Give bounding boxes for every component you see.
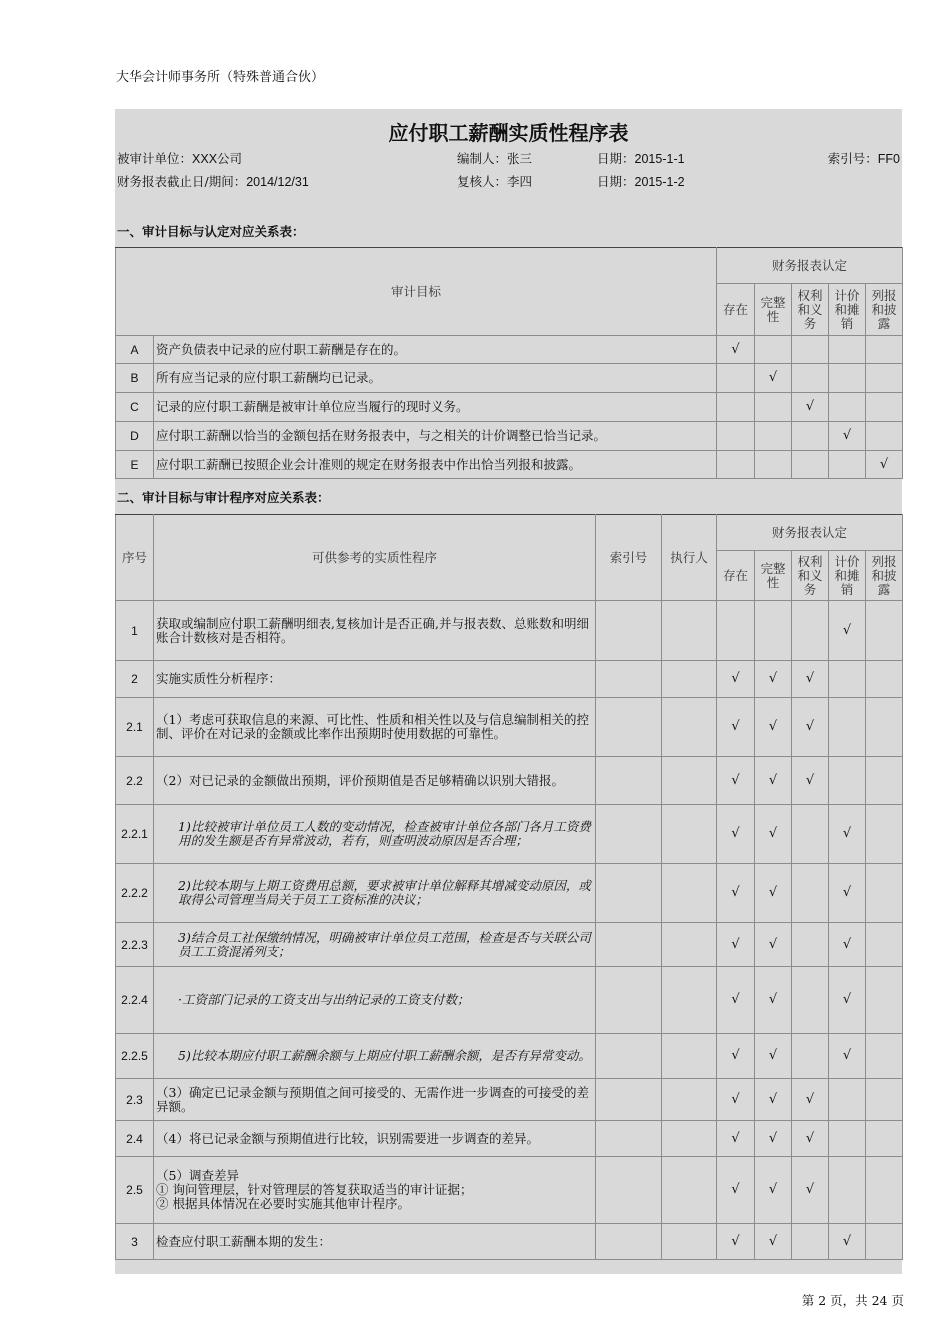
- row-executor-cell[interactable]: [662, 1121, 717, 1157]
- section1-assertion-header: 存在: [717, 284, 755, 336]
- assertion-check: [866, 1121, 903, 1157]
- row-number: 2.2.2: [116, 864, 154, 923]
- assertion-check: √: [717, 336, 755, 364]
- assertion-check: √: [792, 698, 829, 757]
- row-target-text: 所有应当记录的应付职工薪酬均已记录。: [154, 364, 717, 393]
- row-procedure-text: （1）考虑可获取信息的来源、可比性、性质和相关性以及与信息编制相关的控制、评价在对记录的金额或比率作出预期时使用数据的可靠性。: [154, 698, 596, 757]
- index-field: [828, 149, 900, 167]
- table-row: [116, 336, 903, 364]
- assertion-check: √: [755, 1034, 792, 1079]
- assertion-check: √: [717, 1079, 755, 1121]
- index-value: FF0: [877, 152, 900, 166]
- assertion-check: [717, 601, 755, 661]
- table-row: [116, 451, 903, 479]
- row-number: 2.2.1: [116, 805, 154, 864]
- assertion-check: √: [717, 967, 755, 1034]
- date1-value: 2015-1-1: [634, 152, 685, 166]
- period-field: [117, 172, 309, 190]
- period-label: 财务报表截止日/期间：: [117, 174, 247, 189]
- assertion-check: [792, 864, 829, 923]
- row-executor-cell[interactable]: [662, 698, 717, 757]
- row-executor-cell[interactable]: [662, 1157, 717, 1224]
- section2-assertion-header: 计价和摊销: [829, 551, 866, 601]
- row-code: C: [116, 393, 154, 422]
- table-row: [116, 1079, 903, 1121]
- preparer-field: [457, 149, 532, 167]
- assertion-check: √: [755, 1079, 792, 1121]
- assertion-check: √: [717, 1157, 755, 1224]
- assertion-check: √: [755, 757, 792, 805]
- row-executor-cell[interactable]: [662, 864, 717, 923]
- date1-label: 日期：: [597, 151, 635, 166]
- row-executor-cell[interactable]: [662, 923, 717, 967]
- row-number: 2.3: [116, 1079, 154, 1121]
- row-procedure-text: 检查应付职工薪酬本期的发生：: [154, 1224, 596, 1260]
- section2-table: [115, 514, 903, 1260]
- section2-assertion-header: 存在: [717, 551, 755, 601]
- row-target-text: 记录的应付职工薪酬是被审计单位应当履行的现时义务。: [154, 393, 717, 422]
- entity-value: XXX公司: [192, 152, 243, 166]
- section1-table: [115, 247, 903, 479]
- row-procedure-text: （3）确定已记录金额与预期值之间可接受的、无需作进一步调查的可接受的差异额。: [154, 1079, 596, 1121]
- assertion-check: √: [829, 967, 866, 1034]
- assertion-check: √: [717, 661, 755, 698]
- assertion-check: [829, 393, 866, 422]
- table-row: [116, 757, 903, 805]
- assertion-check: [755, 451, 792, 479]
- row-index-cell[interactable]: [596, 1224, 662, 1260]
- assertion-check: [829, 336, 866, 364]
- table-row: [116, 393, 903, 422]
- assertion-check: [829, 1157, 866, 1224]
- row-procedure-text: 获取或编制应付职工薪酬明细表,复核加计是否正确,并与报表数、总账数和明细账合计数核对是否相符。: [154, 601, 596, 661]
- assertion-check: [866, 1157, 903, 1224]
- assertion-check: [755, 393, 792, 422]
- index-label: 索引号：: [827, 151, 878, 166]
- table-row: [116, 1034, 903, 1079]
- entity-field: [117, 149, 242, 167]
- assertion-check: [866, 967, 903, 1034]
- row-executor-cell[interactable]: [662, 805, 717, 864]
- assertion-check: √: [829, 1224, 866, 1260]
- section2-index-header: 索引号: [596, 515, 662, 601]
- assertion-check: √: [829, 422, 866, 451]
- assertion-check: [866, 1224, 903, 1260]
- row-index-cell[interactable]: [596, 1121, 662, 1157]
- row-executor-cell[interactable]: [662, 601, 717, 661]
- assertion-check: √: [717, 698, 755, 757]
- row-code: B: [116, 364, 154, 393]
- assertion-check: √: [866, 451, 903, 479]
- section1-assertion-header: 列报和披露: [866, 284, 903, 336]
- assertion-check: [792, 336, 829, 364]
- period-value: 2014/12/31: [246, 175, 309, 189]
- row-index-cell[interactable]: [596, 661, 662, 698]
- assertion-check: √: [755, 1121, 792, 1157]
- assertion-check: √: [755, 1157, 792, 1224]
- assertion-check: √: [792, 1157, 829, 1224]
- reviewer-field: [457, 172, 532, 190]
- assertion-check: [792, 601, 829, 661]
- row-number: 2.4: [116, 1121, 154, 1157]
- assertion-check: √: [792, 1079, 829, 1121]
- row-code: D: [116, 422, 154, 451]
- section1-assertion-header: 权利和义务: [792, 284, 829, 336]
- section2-proc-header: 可供参考的实质性程序: [154, 515, 596, 601]
- assertion-check: [829, 364, 866, 393]
- row-index-cell[interactable]: [596, 1034, 662, 1079]
- row-procedure-text: 实施实质性分析程序：: [154, 661, 596, 698]
- table-row: [116, 661, 903, 698]
- audit-sheet: [115, 109, 902, 1274]
- assertion-check: √: [792, 757, 829, 805]
- table-row: [116, 923, 903, 967]
- table-row: [116, 1224, 903, 1260]
- firm-name: 大华会计师事务所（特殊普通合伙）: [116, 70, 325, 85]
- row-target-text: 应付职工薪酬以恰当的金额包括在财务报表中，与之相关的计价调整已恰当记录。: [154, 422, 717, 451]
- row-executor-cell[interactable]: [662, 1079, 717, 1121]
- row-number: 2.2.3: [116, 923, 154, 967]
- assertion-check: √: [717, 1224, 755, 1260]
- entity-label: 被审计单位：: [117, 151, 193, 166]
- section2-assertion-header: 权利和义务: [792, 551, 829, 601]
- table-row: [116, 601, 903, 661]
- table-row: [116, 864, 903, 923]
- assertion-check: √: [717, 757, 755, 805]
- assertion-check: √: [755, 923, 792, 967]
- page-title: 应付职工薪酬实质性程序表: [388, 121, 629, 145]
- section2-assert-header: 财务报表认定: [717, 515, 903, 551]
- page-footer: 第 2 页，共 24 页: [801, 1293, 904, 1308]
- section1-assertion-header: 完整性: [755, 284, 792, 336]
- preparer-value: 张三: [507, 151, 533, 166]
- row-number: 2.2.5: [116, 1034, 154, 1079]
- assertion-check: √: [829, 805, 866, 864]
- assertion-check: [829, 698, 866, 757]
- row-procedure-text: 3)结合员工社保缴纳情况，明确被审计单位员工范围，检查是否与关联公司员工工资混淆列支；: [154, 923, 596, 967]
- assertion-check: [866, 1034, 903, 1079]
- row-executor-cell[interactable]: [662, 757, 717, 805]
- section1-assertion-header: 计价和摊销: [829, 284, 866, 336]
- assertion-check: [792, 1034, 829, 1079]
- assertion-check: [717, 364, 755, 393]
- table-row: [116, 1121, 903, 1157]
- assertion-check: √: [755, 967, 792, 1034]
- date2-label: 日期：: [597, 174, 635, 189]
- row-index-cell[interactable]: [596, 967, 662, 1034]
- assertion-check: [866, 923, 903, 967]
- row-number: 2.1: [116, 698, 154, 757]
- assertion-check: [866, 422, 903, 451]
- row-procedure-text: （4）将已记录金额与预期值进行比较，识别需要进一步调查的差异。: [154, 1121, 596, 1157]
- row-index-cell[interactable]: [596, 757, 662, 805]
- assertion-check: [866, 601, 903, 661]
- section1-target-header: 审计目标: [116, 248, 717, 336]
- table-row: [116, 1157, 903, 1224]
- assertion-check: [755, 422, 792, 451]
- assertion-check: √: [717, 923, 755, 967]
- row-code: A: [116, 336, 154, 364]
- section2-assertion-header: 列报和披露: [866, 551, 903, 601]
- reviewer-value: 李四: [507, 174, 533, 189]
- row-index-cell[interactable]: [596, 1157, 662, 1224]
- table-row: [116, 698, 903, 757]
- row-target-text: 应付职工薪酬已按照企业会计准则的规定在财务报表中作出恰当列报和披露。: [154, 451, 717, 479]
- assertion-check: [866, 698, 903, 757]
- assertion-check: √: [755, 864, 792, 923]
- assertion-check: √: [829, 923, 866, 967]
- row-index-cell[interactable]: [596, 1079, 662, 1121]
- table-row: [116, 422, 903, 451]
- assertion-check: [829, 757, 866, 805]
- assertion-check: [866, 661, 903, 698]
- row-code: E: [116, 451, 154, 479]
- row-index-cell[interactable]: [596, 601, 662, 661]
- row-index-cell[interactable]: [596, 864, 662, 923]
- assertion-check: [829, 661, 866, 698]
- row-executor-cell[interactable]: [662, 967, 717, 1034]
- assertion-check: [866, 1079, 903, 1121]
- assertion-check: √: [792, 1121, 829, 1157]
- assertion-check: √: [792, 393, 829, 422]
- row-number: 1: [116, 601, 154, 661]
- assertion-check: [717, 451, 755, 479]
- assertion-check: √: [755, 698, 792, 757]
- table-row: [116, 805, 903, 864]
- assertion-check: [866, 757, 903, 805]
- assertion-check: [829, 451, 866, 479]
- table-row: [116, 967, 903, 1034]
- row-number: 2.5: [116, 1157, 154, 1224]
- assertion-check: √: [717, 1034, 755, 1079]
- assertion-check: [792, 451, 829, 479]
- assertion-check: [792, 364, 829, 393]
- row-procedure-text: ·工资部门记录的工资支出与出纳记录的工资支付数；: [154, 967, 596, 1034]
- row-number: 2.2.4: [116, 967, 154, 1034]
- assertion-check: √: [755, 364, 792, 393]
- section2-exec-header: 执行人: [662, 515, 717, 601]
- section2-heading: 二、审计目标与审计程序对应关系表：: [117, 490, 330, 505]
- assertion-check: √: [829, 601, 866, 661]
- table-row: [116, 364, 903, 393]
- row-target-text: 资产负债表中记录的应付职工薪酬是存在的。: [154, 336, 717, 364]
- date2-value: 2015-1-2: [634, 175, 685, 189]
- assertion-check: √: [717, 864, 755, 923]
- assertion-check: [717, 422, 755, 451]
- assertion-check: [866, 864, 903, 923]
- reviewer-label: 复核人：: [457, 174, 508, 189]
- row-executor-cell[interactable]: [662, 1224, 717, 1260]
- assertion-check: [792, 923, 829, 967]
- row-executor-cell[interactable]: [662, 1034, 717, 1079]
- row-procedure-text: 2)比较本期与上期工资费用总额，要求被审计单位解释其增减变动原因，或取得公司管理当局关于员工工资标准的决议；: [154, 864, 596, 923]
- assertion-check: √: [717, 1121, 755, 1157]
- assertion-check: √: [792, 661, 829, 698]
- assertion-check: [755, 336, 792, 364]
- row-index-cell[interactable]: [596, 923, 662, 967]
- assertion-check: [866, 805, 903, 864]
- assertion-check: [866, 393, 903, 422]
- row-number: 2.2: [116, 757, 154, 805]
- preparer-label: 编制人：: [457, 151, 508, 166]
- assertion-check: [792, 805, 829, 864]
- assertion-check: [866, 364, 903, 393]
- assertion-check: [717, 393, 755, 422]
- row-executor-cell[interactable]: [662, 661, 717, 698]
- assertion-check: √: [755, 1224, 792, 1260]
- assertion-check: [792, 1224, 829, 1260]
- row-index-cell[interactable]: [596, 805, 662, 864]
- row-procedure-text: 5)比较本期应付职工薪酬余额与上期应付职工薪酬余额，是否有异常变动。: [154, 1034, 596, 1079]
- row-index-cell[interactable]: [596, 698, 662, 757]
- assertion-check: √: [755, 661, 792, 698]
- assertion-check: √: [829, 1034, 866, 1079]
- assertion-check: [829, 1121, 866, 1157]
- assertion-check: [755, 601, 792, 661]
- assertion-check: [829, 1079, 866, 1121]
- assertion-check: [792, 422, 829, 451]
- row-number: 2: [116, 661, 154, 698]
- section1-assert-header: 财务报表认定: [717, 248, 903, 284]
- assertion-check: √: [829, 864, 866, 923]
- assertion-check: √: [755, 805, 792, 864]
- row-procedure-text: （2）对已记录的金额做出预期，评价预期值是否足够精确以识别大错报。: [154, 757, 596, 805]
- section1-heading: 一、审计目标与认定对应关系表：: [117, 224, 305, 239]
- row-number: 3: [116, 1224, 154, 1260]
- assertion-check: [792, 967, 829, 1034]
- assertion-check: √: [717, 805, 755, 864]
- date2-field: [597, 172, 685, 190]
- row-procedure-text: （5）调查差异 ① 询问管理层，针对管理层的答复获取适当的审计证据； ② 根据具体情况在必要时实施其他审计程序。: [154, 1157, 596, 1224]
- row-procedure-text: 1)比较被审计单位员工人数的变动情况，检查被审计单位各部门各月工资费用的发生额是否有异常波动，若有，则查明波动原因是否合理；: [154, 805, 596, 864]
- assertion-check: [866, 336, 903, 364]
- date1-field: [597, 149, 685, 167]
- section2-no-header: 序号: [116, 515, 154, 601]
- section2-assertion-header: 完整性: [755, 551, 792, 601]
